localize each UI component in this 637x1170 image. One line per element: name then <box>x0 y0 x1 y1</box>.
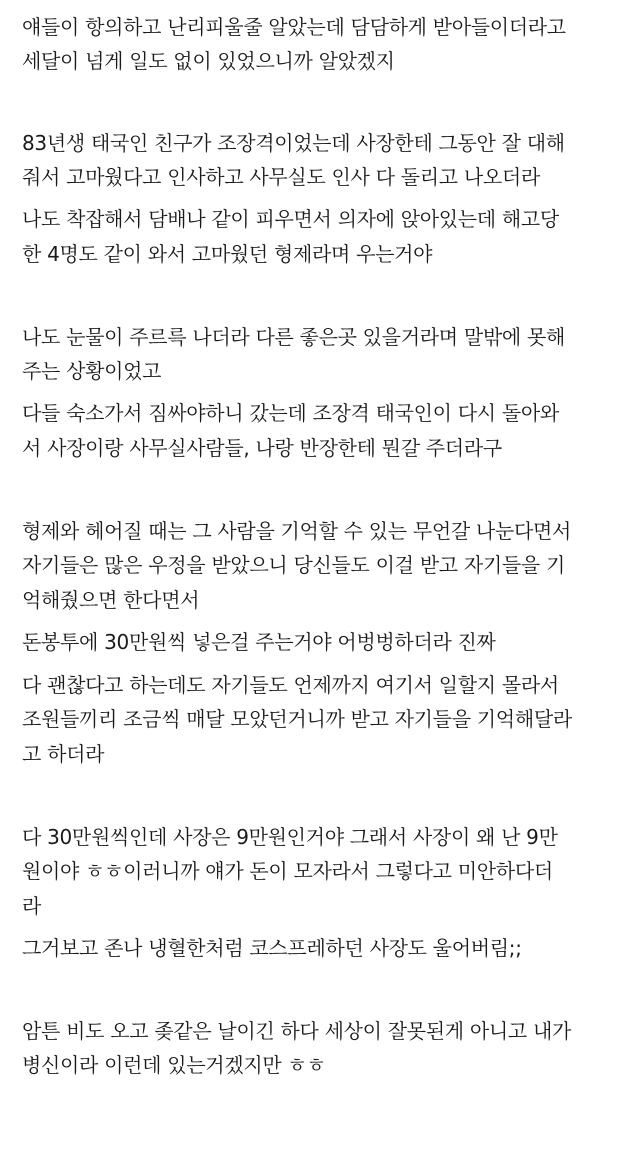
text-line: 병신이라 이런데 있는거겠지만 ㅎㅎ <box>22 1053 326 1077</box>
text-line: 얘들이 항의하고 난리피울줄 알았는데 담담하게 받아들이더라고 <box>22 15 566 39</box>
text-line: 서 사장이랑 사무실사람들, 나랑 반장한테 뭔갈 주더라구 <box>22 436 502 460</box>
text-line: 세달이 넘게 일도 없이 있었으니까 알았겠지 <box>22 49 395 73</box>
text-line: 억해줬으면 한다면서 <box>22 588 200 612</box>
text-line: 고 하더라 <box>22 742 105 766</box>
text-line: 줘서 고마웠다고 인사하고 사무실도 인사 다 돌리고 나오더라 <box>22 165 540 189</box>
text-line: 주는 상황이었고 <box>22 359 162 383</box>
text-line: 나도 착잡해서 담배나 같이 피우면서 의자에 앉아있는데 해고당 <box>22 207 559 231</box>
text-line: 다들 숙소가서 짐싸야하니 갔는데 조장격 태국인이 다시 돌아와 <box>22 401 559 425</box>
text-line: 암튼 비도 오고 좆같은 날이긴 하다 세상이 잘못된게 아니고 내가 <box>22 1019 572 1043</box>
text-line: 한 4명도 같이 와서 고마웠던 형제라며 우는거야 <box>22 242 433 266</box>
text-line: 그거보고 존나 냉혈한처럼 코스프레하던 사장도 울어버림;; <box>22 936 522 960</box>
text-line: 조원들끼리 조금씩 매달 모았던거니까 받고 자기들을 기억해달라 <box>22 707 572 731</box>
text-line: 자기들은 많은 우정을 받았으니 당신들도 이걸 받고 자기들을 기 <box>22 553 565 577</box>
text-line: 다 30만원씩인데 사장은 9만원인거야 그래서 사장이 왜 난 9만 <box>22 825 558 849</box>
text-line: 나도 눈물이 주르륵 나더라 다른 좋은곳 있을거라며 말밖에 못해 <box>22 325 565 349</box>
text-line: 돈봉투에 30만원씩 넣은걸 주는거야 어벙벙하더라 진짜 <box>22 630 496 654</box>
text-line: 형제와 헤어질 때는 그 사람을 기억할 수 있는 무언갈 나눈다면서 <box>22 519 572 543</box>
text-line: 원이야 ㅎㅎ이러니까 얘가 돈이 모자라서 그렇다고 미안하다더 <box>22 859 553 883</box>
text-line: 83년생 태국인 친구가 조장격이었는데 사장한테 그동안 잘 대해 <box>22 131 565 155</box>
text-line: 다 괜찮다고 하는데도 자기들도 언제까지 여기서 일할지 몰라서 <box>22 673 559 697</box>
text-line: 라 <box>22 894 42 918</box>
